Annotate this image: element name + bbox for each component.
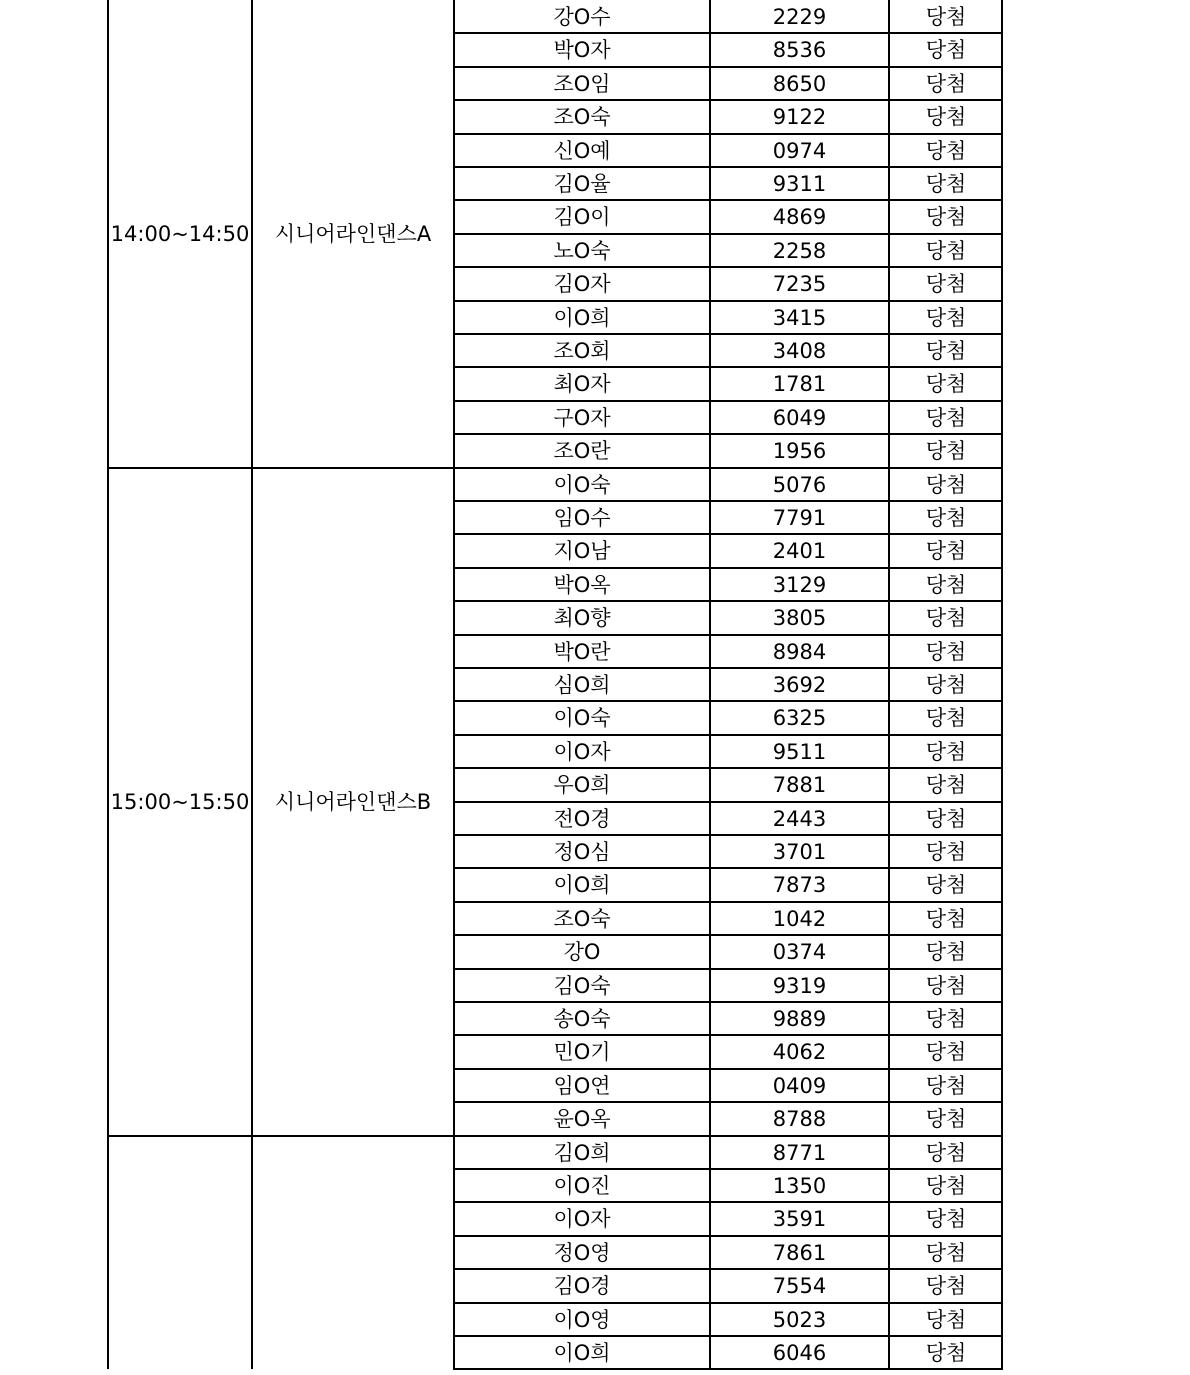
result-label: 당첨 [925, 606, 967, 630]
winner-name: 박O옥 [553, 573, 611, 597]
result-label: 당첨 [925, 372, 967, 396]
result-label: 당첨 [925, 907, 967, 931]
phone-suffix: 3129 [772, 573, 827, 597]
winner-name: 이O희 [553, 306, 611, 330]
winner-name: 이O희 [553, 1341, 611, 1365]
phone-suffix: 6325 [772, 706, 827, 730]
winner-name: 김O율 [553, 172, 611, 196]
winner-name: 정O영 [553, 1241, 611, 1265]
result-label: 당첨 [925, 1308, 967, 1332]
time-slot: 15:00~15:50 [110, 790, 250, 814]
winner-name: 이O숙 [553, 473, 611, 497]
result-label: 당첨 [925, 974, 967, 998]
winner-name: 노O숙 [553, 239, 611, 263]
phone-suffix: 9511 [772, 740, 827, 764]
phone-suffix: 1781 [772, 372, 827, 396]
phone-suffix: 8788 [772, 1107, 827, 1131]
result-label: 당첨 [925, 172, 967, 196]
result-label: 당첨 [925, 406, 967, 430]
time-slot: 14:00~14:50 [110, 222, 250, 246]
result-label: 당첨 [925, 773, 967, 797]
phone-suffix: 3408 [772, 339, 827, 363]
phone-suffix: 1042 [772, 907, 827, 931]
winner-name: 정O심 [553, 840, 611, 864]
winner-name: 신O예 [553, 139, 611, 163]
phone-suffix: 7235 [772, 272, 827, 296]
winner-name: 강O수 [553, 5, 611, 29]
phone-suffix: 8536 [772, 38, 827, 62]
winner-name: 김O경 [553, 1274, 611, 1298]
winner-name: 이O자 [553, 1207, 611, 1231]
result-label: 당첨 [925, 205, 967, 229]
group-divider [107, 1135, 453, 1137]
winner-name: 박O란 [553, 640, 611, 664]
winner-name: 이O영 [553, 1308, 611, 1332]
winner-name: 이O숙 [553, 706, 611, 730]
group-divider [107, 467, 453, 469]
result-label: 당첨 [925, 1207, 967, 1231]
phone-suffix: 1350 [772, 1174, 827, 1198]
winner-name: 임O수 [553, 506, 611, 530]
phone-suffix: 3415 [772, 306, 827, 330]
winner-name: 우O희 [553, 773, 611, 797]
winner-name: 윤O옥 [553, 1107, 611, 1131]
winner-name: 구O자 [553, 406, 611, 430]
winner-name: 조O임 [553, 72, 611, 96]
phone-suffix: 7554 [772, 1274, 827, 1298]
winner-name: 박O자 [553, 38, 611, 62]
phone-suffix: 8650 [772, 72, 827, 96]
winner-name: 전O경 [553, 807, 611, 831]
phone-suffix: 8984 [772, 640, 827, 664]
result-label: 당첨 [925, 239, 967, 263]
result-label: 당첨 [925, 1007, 967, 1031]
result-label: 당첨 [925, 1174, 967, 1198]
time-slot [109, 1236, 251, 1270]
phone-suffix: 3692 [772, 673, 827, 697]
winner-name: 최O향 [553, 606, 611, 630]
phone-suffix: 9311 [772, 172, 827, 196]
result-label: 당첨 [925, 5, 967, 29]
phone-suffix: 2401 [772, 539, 827, 563]
result-label: 당첨 [925, 506, 967, 530]
phone-suffix: 7861 [772, 1241, 827, 1265]
result-label: 당첨 [925, 1074, 967, 1098]
phone-suffix: 6046 [772, 1341, 827, 1365]
winner-name: 강O [563, 940, 601, 964]
phone-suffix: 8771 [772, 1141, 827, 1165]
result-label: 당첨 [925, 339, 967, 363]
phone-suffix: 7881 [772, 773, 827, 797]
winner-name: 김O숙 [553, 974, 611, 998]
result-label: 당첨 [925, 840, 967, 864]
phone-suffix: 1956 [772, 439, 827, 463]
winner-name: 이O희 [553, 873, 611, 897]
winner-name: 김O자 [553, 272, 611, 296]
phone-suffix: 2229 [772, 5, 827, 29]
winner-name: 민O기 [553, 1040, 611, 1064]
phone-suffix: 2258 [772, 239, 827, 263]
result-label: 당첨 [925, 539, 967, 563]
winner-name: 조O회 [553, 339, 611, 363]
result-label: 당첨 [925, 740, 967, 764]
result-label: 당첨 [925, 1107, 967, 1131]
phone-suffix: 5023 [772, 1308, 827, 1332]
result-label: 당첨 [925, 306, 967, 330]
program-name [253, 1236, 453, 1270]
phone-suffix: 4062 [772, 1040, 827, 1064]
phone-suffix: 3591 [772, 1207, 827, 1231]
phone-suffix: 7873 [772, 873, 827, 897]
result-label: 당첨 [925, 473, 967, 497]
winner-name: 최O자 [553, 372, 611, 396]
result-label: 당첨 [925, 873, 967, 897]
result-label: 당첨 [925, 1141, 967, 1165]
phone-suffix: 7791 [772, 506, 827, 530]
winner-name: 송O숙 [553, 1007, 611, 1031]
result-label: 당첨 [925, 1341, 967, 1365]
winner-name: 이O진 [553, 1174, 611, 1198]
winner-name: 김O희 [553, 1141, 611, 1165]
phone-suffix: 9122 [772, 105, 827, 129]
winner-name: 김O이 [553, 205, 611, 229]
result-label: 당첨 [925, 439, 967, 463]
result-label: 당첨 [925, 673, 967, 697]
winner-name: 조O숙 [553, 105, 611, 129]
phone-suffix: 6049 [772, 406, 827, 430]
result-label: 당첨 [925, 139, 967, 163]
phone-suffix: 3805 [772, 606, 827, 630]
phone-suffix: 9889 [772, 1007, 827, 1031]
table-border-left [107, 0, 109, 1369]
phone-suffix: 0974 [772, 139, 827, 163]
phone-suffix: 5076 [772, 473, 827, 497]
phone-suffix: 2443 [772, 807, 827, 831]
result-label: 당첨 [925, 72, 967, 96]
phone-suffix: 0409 [772, 1074, 827, 1098]
result-label: 당첨 [925, 640, 967, 664]
winner-name: 심O희 [553, 673, 611, 697]
winner-name: 이O자 [553, 740, 611, 764]
phone-suffix: 4869 [772, 205, 827, 229]
result-label: 당첨 [925, 38, 967, 62]
program-name: 시니어라인댄스B [274, 790, 432, 814]
result-label: 당첨 [925, 573, 967, 597]
result-label: 당첨 [925, 105, 967, 129]
result-label: 당첨 [925, 940, 967, 964]
winner-name: 조O란 [553, 439, 611, 463]
result-label: 당첨 [925, 807, 967, 831]
winner-name: 임O연 [553, 1074, 611, 1098]
phone-suffix: 0374 [772, 940, 827, 964]
winner-name: 조O숙 [553, 907, 611, 931]
result-label: 당첨 [925, 272, 967, 296]
program-name: 시니어라인댄스A [274, 222, 432, 246]
result-label: 당첨 [925, 706, 967, 730]
phone-suffix: 9319 [772, 974, 827, 998]
winner-name: 지O남 [553, 539, 611, 563]
result-label: 당첨 [925, 1241, 967, 1265]
phone-suffix: 3701 [772, 840, 827, 864]
result-label: 당첨 [925, 1040, 967, 1064]
result-label: 당첨 [925, 1274, 967, 1298]
column-divider-time [251, 0, 253, 1369]
